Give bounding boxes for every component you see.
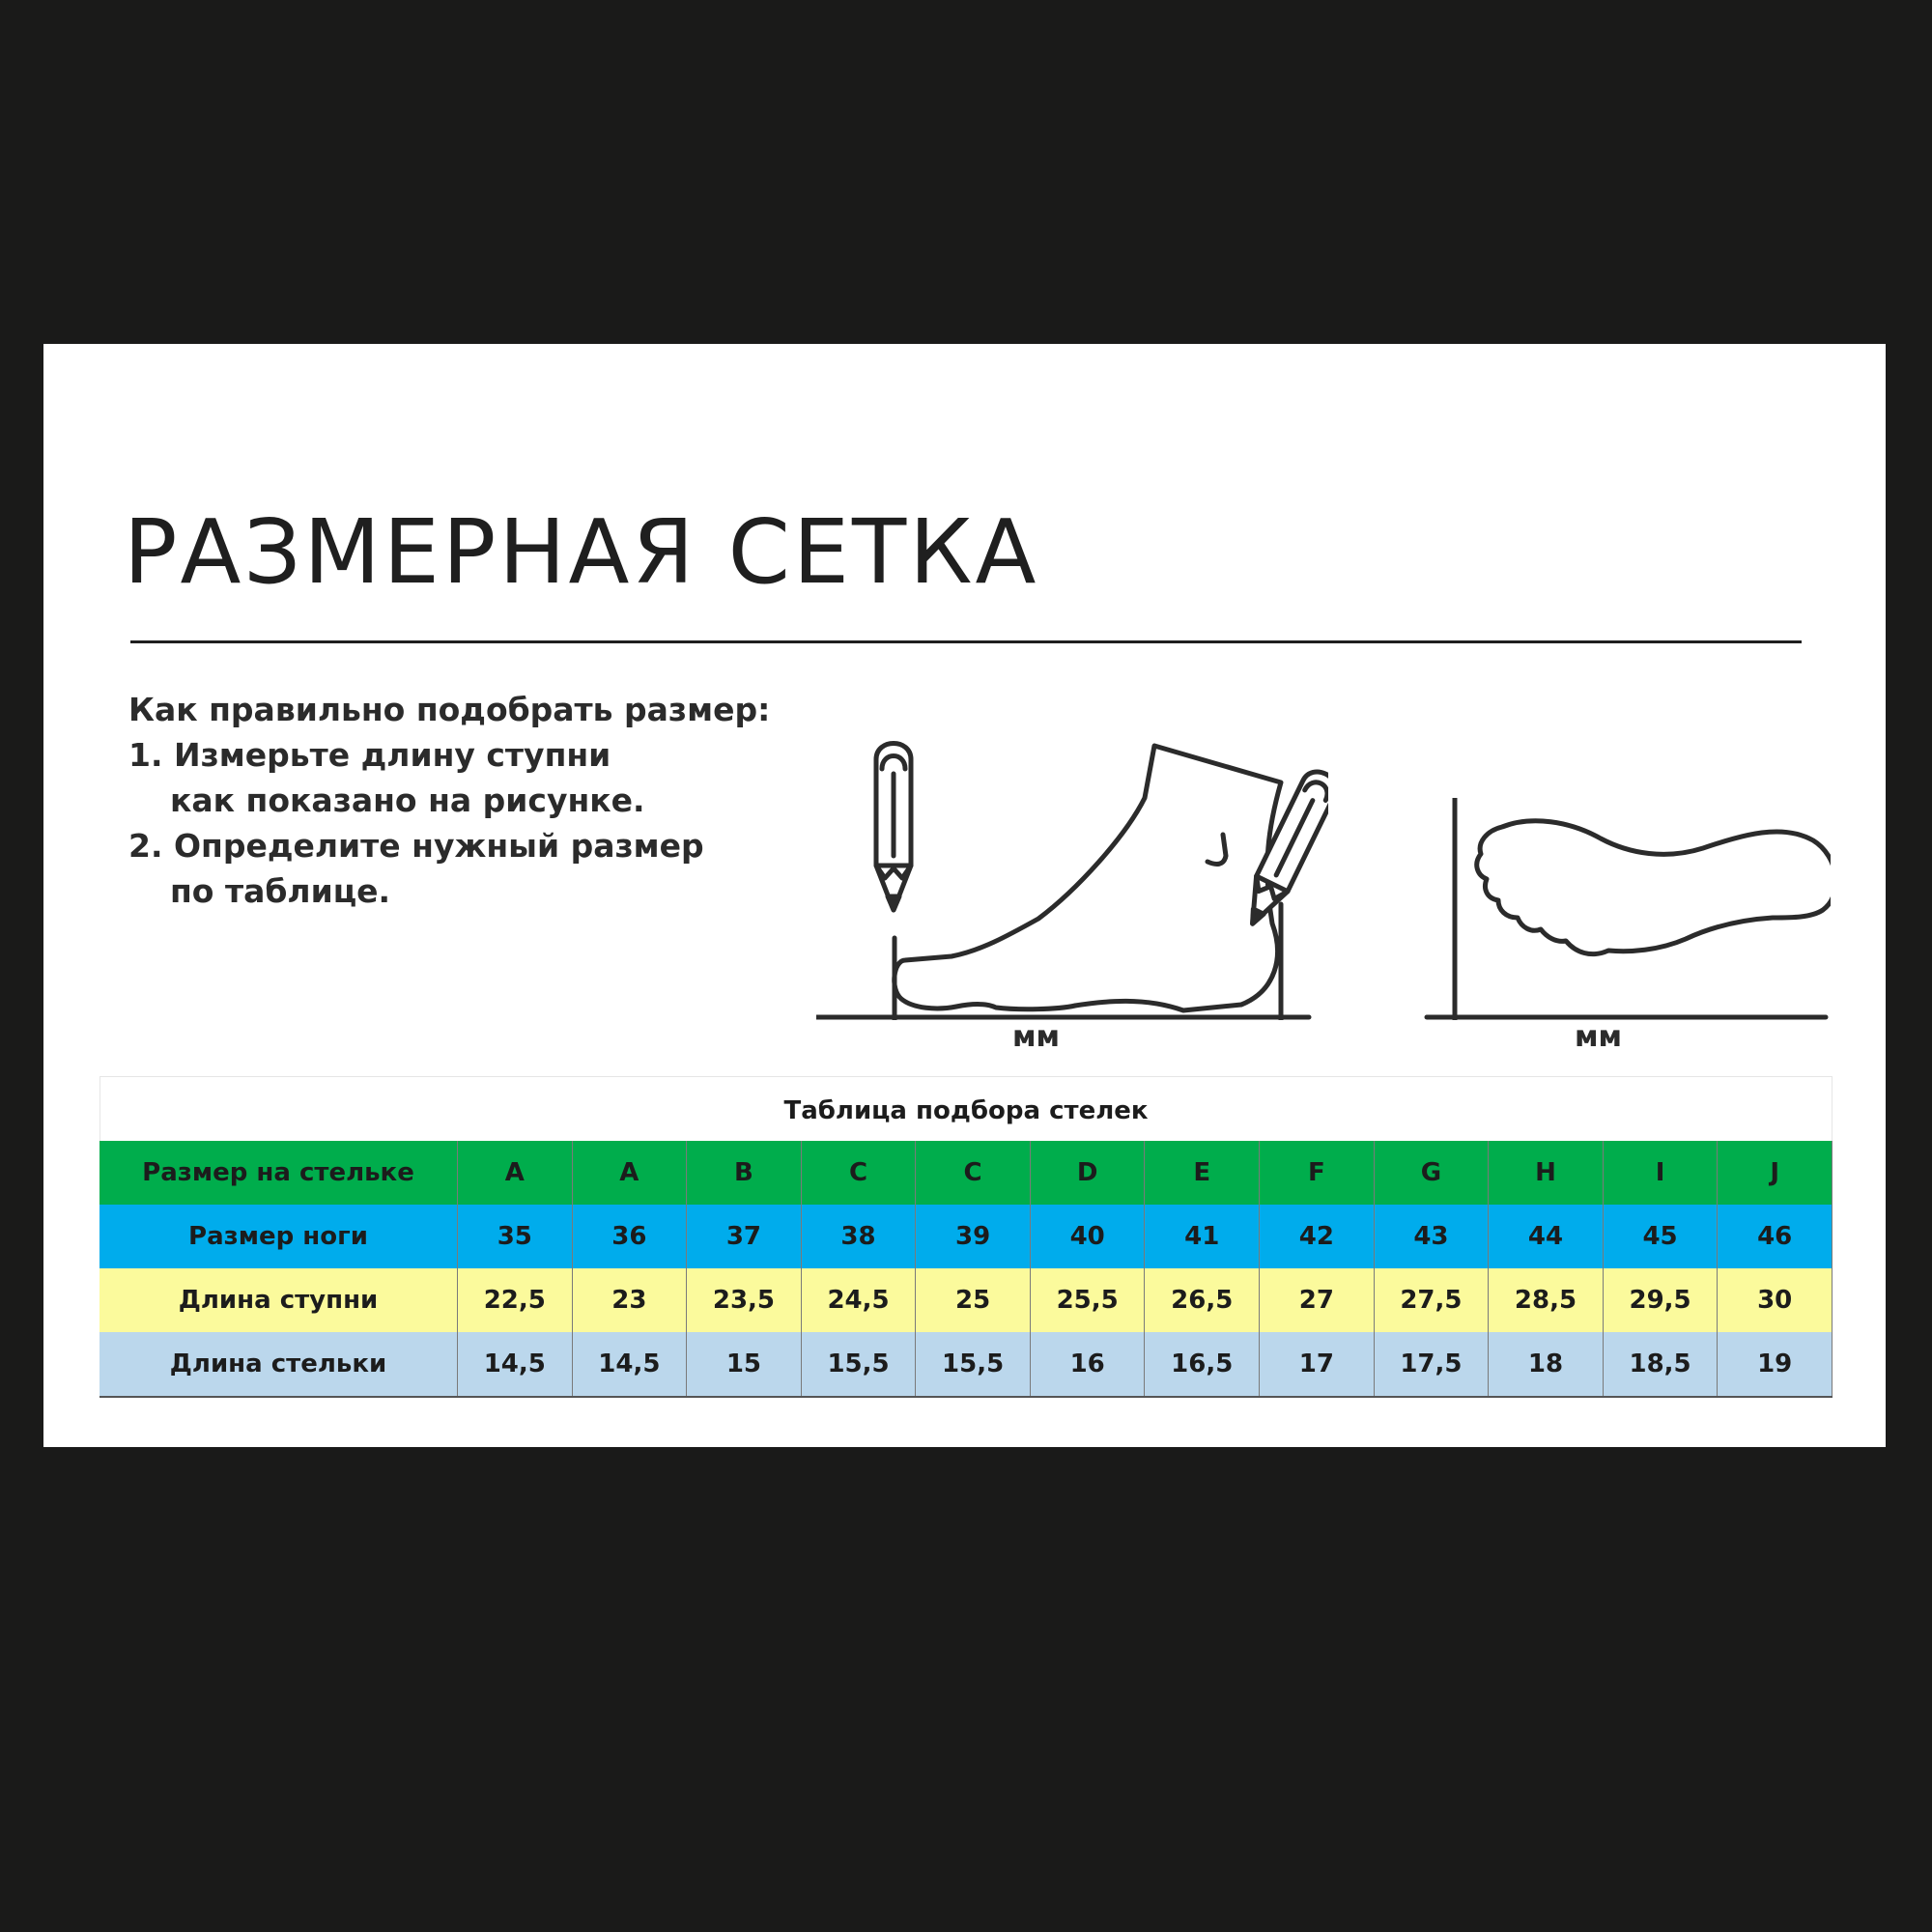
row-label: Длина ступни [99,1268,458,1332]
row-label: Размер на стельке [99,1141,458,1205]
instructions [128,687,770,914]
table-cell: B [687,1141,802,1205]
table-cell: 24,5 [801,1268,916,1332]
table-cell: 22,5 [458,1268,573,1332]
size-chart-card [43,344,1886,1447]
title-divider [130,640,1802,643]
table-cell: 14,5 [572,1332,687,1397]
table-body [99,1141,1833,1397]
table-cell: G [1374,1141,1489,1205]
instruction-step-2: 2. Определите нужный размер [128,827,704,865]
table-cell: 23,5 [687,1268,802,1332]
table-cell: 26,5 [1145,1268,1260,1332]
table-cell: 37 [687,1205,802,1268]
unit-label-side: мм [1012,1020,1061,1054]
table-caption: Таблица подбора стелек [99,1076,1833,1141]
table-cell: 36 [572,1205,687,1268]
table-cell: I [1603,1141,1718,1205]
table-cell: E [1145,1141,1260,1205]
table-cell: 16,5 [1145,1332,1260,1397]
instructions-heading: Как правильно подобрать размер: [128,691,771,728]
table-cell: 39 [916,1205,1031,1268]
footprint-icon [1477,821,1831,954]
ankle-mark [1208,835,1226,864]
table-cell: 46 [1718,1205,1833,1268]
size-table [99,1076,1833,1398]
foot-measure-illustration [816,730,1328,1020]
unit-label-footprint: мм [1575,1020,1623,1054]
table-cell: 43 [1374,1205,1489,1268]
page-title: РАЗМЕРНАЯ СЕТКА [124,500,1039,604]
table-cell: 23 [572,1268,687,1332]
table-cell: F [1260,1141,1375,1205]
instruction-step-1: 1. Измерьте длину ступни [128,736,611,774]
table-cell: 30 [1718,1268,1833,1332]
instruction-step-1-continued: как показано на рисунке. [170,781,645,819]
row-label: Длина стельки [99,1332,458,1397]
table-cell: J [1718,1141,1833,1205]
table-cell: 44 [1489,1205,1604,1268]
table-cell: 45 [1603,1205,1718,1268]
table-cell: 15 [687,1332,802,1397]
table-cell: 18,5 [1603,1332,1718,1397]
table-cell: 14,5 [458,1332,573,1397]
table-cell: 27,5 [1374,1268,1489,1332]
insole-size-table [99,1076,1833,1398]
table-cell: 15,5 [801,1332,916,1397]
pencil-icon [876,744,911,911]
table-cell: C [801,1141,916,1205]
table-cell: 17 [1260,1332,1375,1397]
table-row-insole-letter [99,1141,1833,1205]
table-cell: 35 [458,1205,573,1268]
table-cell: D [1030,1141,1145,1205]
table-cell: 42 [1260,1205,1375,1268]
table-cell: 15,5 [916,1332,1031,1397]
table-cell: C [916,1141,1031,1205]
table-cell: H [1489,1141,1604,1205]
row-label: Размер ноги [99,1205,458,1268]
table-row-foot-length [99,1268,1833,1332]
table-cell: 17,5 [1374,1332,1489,1397]
table-cell: 38 [801,1205,916,1268]
table-cell: 28,5 [1489,1268,1604,1332]
table-cell: 16 [1030,1332,1145,1397]
table-row-insole-length [99,1332,1833,1397]
table-cell: 25 [916,1268,1031,1332]
table-cell: 27 [1260,1268,1375,1332]
instruction-step-2-continued: по таблице. [170,872,391,910]
table-cell: 29,5 [1603,1268,1718,1332]
foot-side-icon [895,746,1281,1010]
table-cell: A [572,1141,687,1205]
table-cell: 19 [1718,1332,1833,1397]
table-cell: 18 [1489,1332,1604,1397]
table-cell: 25,5 [1030,1268,1145,1332]
table-cell: A [458,1141,573,1205]
table-cell: 41 [1145,1205,1260,1268]
table-cell: 40 [1030,1205,1145,1268]
footprint-measure-illustration [1377,798,1831,1020]
table-row-foot-size [99,1205,1833,1268]
